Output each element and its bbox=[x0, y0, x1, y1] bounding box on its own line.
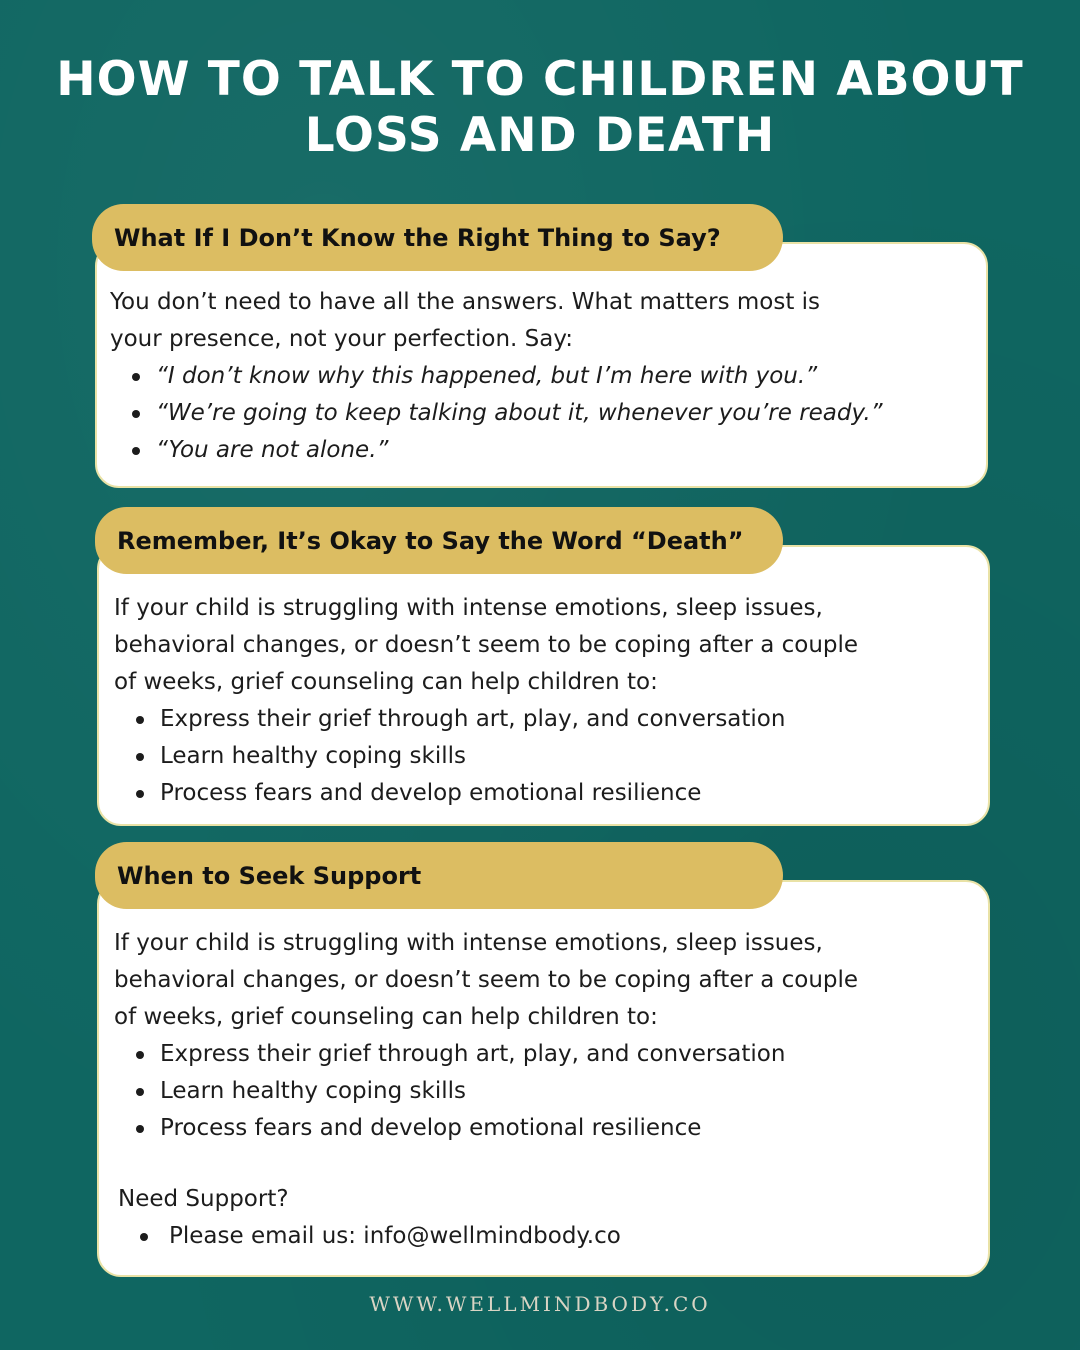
list-item: Express their grief through art, play, and conversation bbox=[114, 1036, 858, 1073]
section-body-say-death bbox=[114, 590, 858, 812]
paragraph-line: If your child is struggling with intense emotions, sleep issues, bbox=[114, 930, 823, 956]
bullet-list bbox=[114, 1036, 858, 1147]
paragraph-line: of weeks, grief counseling can help children to: bbox=[114, 1004, 658, 1030]
support-block bbox=[118, 1181, 621, 1255]
section-heading-text: When to Seek Support bbox=[117, 861, 422, 890]
bullet-list bbox=[110, 358, 883, 469]
section-body-right-thing bbox=[110, 284, 883, 469]
paragraph-line: your presence, not your perfection. Say: bbox=[110, 326, 574, 352]
section-heading-seek-support bbox=[95, 842, 783, 909]
paragraph-line: You don’t need to have all the answers. What matters most is bbox=[110, 289, 821, 315]
section-heading-say-death bbox=[95, 507, 783, 574]
section-heading-text: Remember, It’s Okay to Say the Word “Death” bbox=[117, 526, 744, 555]
paragraph-line: behavioral changes, or doesn’t seem to be coping after a couple bbox=[114, 632, 859, 658]
list-item: Learn healthy coping skills bbox=[114, 738, 858, 775]
list-item: “We’re going to keep talking about it, whenever you’re ready.” bbox=[110, 395, 883, 432]
list-item: Process fears and develop emotional resilience bbox=[114, 775, 858, 812]
support-label: Need Support? bbox=[118, 1186, 289, 1212]
section-heading-text: What If I Don’t Know the Right Thing to Say? bbox=[114, 223, 721, 252]
list-item: Learn healthy coping skills bbox=[114, 1073, 858, 1110]
section-heading-right-thing bbox=[92, 204, 783, 271]
list-item: “You are not alone.” bbox=[110, 432, 883, 469]
section-body-seek-support bbox=[114, 925, 858, 1147]
paragraph-line: behavioral changes, or doesn’t seem to be coping after a couple bbox=[114, 967, 859, 993]
footer-website[interactable]: WWW.WELLMINDBODY.CO bbox=[369, 1292, 711, 1316]
bullet-list bbox=[114, 701, 858, 812]
support-email[interactable]: Please email us: info@wellmindbody.co bbox=[118, 1218, 621, 1255]
list-item: “I don’t know why this happened, but I’m here with you.” bbox=[110, 358, 883, 395]
list-item: Express their grief through art, play, and conversation bbox=[114, 701, 858, 738]
support-list bbox=[118, 1218, 621, 1255]
paragraph-line: of weeks, grief counseling can help children to: bbox=[114, 669, 658, 695]
title-line-1: HOW TO TALK TO CHILDREN ABOUT bbox=[56, 52, 1024, 107]
page-title bbox=[0, 52, 1080, 164]
paragraph-line: If your child is struggling with intense emotions, sleep issues, bbox=[114, 595, 823, 621]
list-item: Process fears and develop emotional resilience bbox=[114, 1110, 858, 1147]
title-line-2: LOSS AND DEATH bbox=[304, 108, 776, 163]
